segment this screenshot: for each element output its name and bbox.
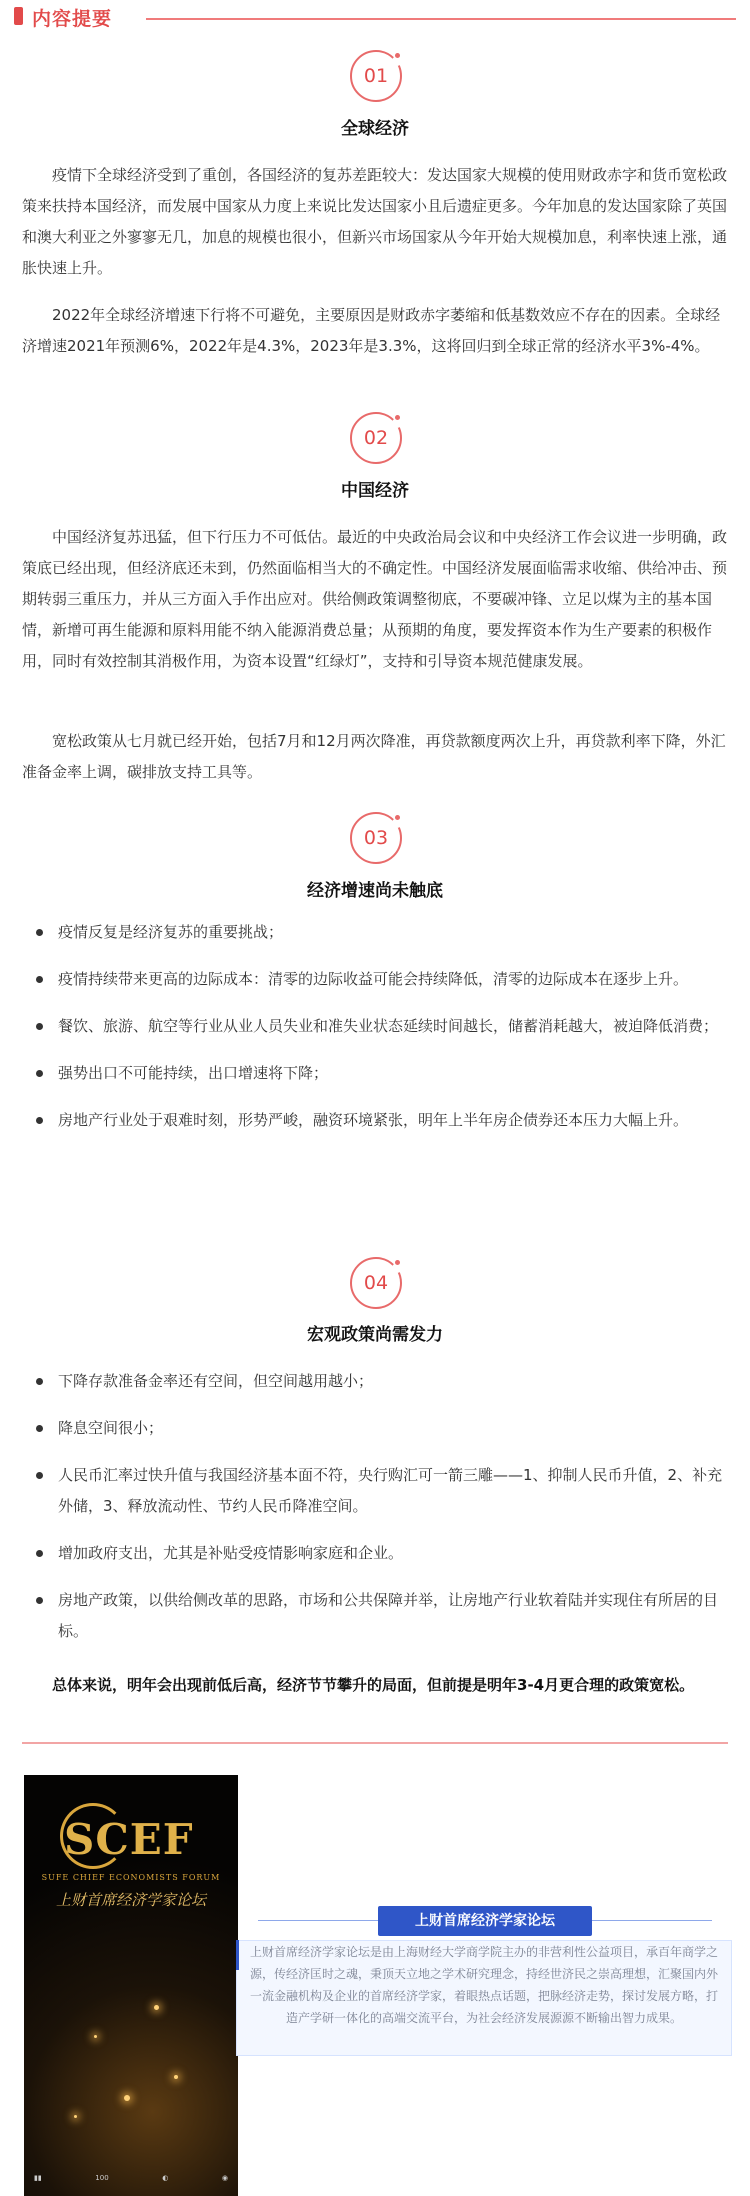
header-rule: [146, 18, 736, 20]
sparkle-icon: [74, 2115, 77, 2118]
sparkle-icon: [174, 2075, 178, 2079]
section-number-badge: [350, 812, 402, 864]
forum-poster-image: [24, 1775, 238, 2196]
list-item: 疫情反复是经济复苏的重要挑战；: [22, 917, 730, 948]
summary-paragraph: 总体来说，明年会出现前低后高，经济节节攀升的局面，但前提是明年3-4月更合理的政策宽松。: [52, 1676, 695, 1694]
ring-dot-icon: [392, 1263, 402, 1273]
bullet-list: [22, 917, 730, 1152]
list-item: 降息空间很小；: [22, 1413, 730, 1444]
list-item: 人民币汇率过快升值与我国经济基本面不符，央行购汇可一箭三雕——1、抑制人民币升值，2、补充外储，3、释放流动性、节约人民币降准空间。: [22, 1460, 730, 1522]
sponsor-logo-icon: ◐: [162, 2174, 169, 2182]
list-item: 增加政府支出，尤其是补贴受疫情影响家庭和企业。: [22, 1538, 730, 1569]
bookmark-flag-icon: [14, 7, 23, 25]
section-number: 03: [363, 827, 389, 849]
bullet-list: [22, 1366, 730, 1663]
list-item: 房地产政策，以供给侧改革的思路，市场和公共保障并举，让房地产行业软着陆并实现住有所居的目标。: [22, 1585, 730, 1647]
section-title: 宏观政策尚需发力: [307, 1325, 443, 1345]
section-title: 全球经济: [341, 119, 409, 139]
section-number: 01: [363, 65, 389, 87]
ring-dot-icon: [392, 818, 402, 828]
list-item: 疫情持续带来更高的边际成本：清零的边际收益可能会持续降低，清零的边际成本在逐步上升。: [22, 964, 730, 995]
forum-english-name: SUFE CHIEF ECONOMISTS FORUM: [41, 1873, 221, 1882]
sparkle-icon: [94, 2035, 97, 2038]
forum-logo: SCEF: [64, 1815, 194, 1864]
list-item: 餐饮、旅游、航空等行业从业人员失业和准失业状态延续时间越长，储蓄消耗越大，被迫降低消费；: [22, 1011, 730, 1042]
section-title: 经济增速尚未触底: [307, 881, 443, 901]
list-item: 房地产行业处于艰难时刻，形势严峻，融资环境紧张，明年上半年房企债券还本压力大幅上升。: [22, 1105, 730, 1136]
paragraph: 中国经济复苏迅猛，但下行压力不可低估。最近的中央政治局会议和中央经济工作会议进一步明确，政策底已经出现，但经济底还未到，仍然面临相当大的不确定性。中国经济发展面临需求收缩、供给冲击、预期转弱三重压力，并从三方面入手作出应对。供给侧政策调整彻底，不要碳冲锋、立足以煤为主的基本国情，新增可再生能源和原料用能不纳入能源消费总量；从预期的角度，要发挥资本作为生产要素的积极作用，同时有效控制其消极作用，为资本设置“红绿灯”，支持和引导资本规范健康发展。: [22, 528, 728, 670]
sparkle-icon: [154, 2005, 159, 2010]
section-title: 中国经济: [341, 481, 409, 501]
header-title: 内容提要: [32, 8, 113, 30]
section-number-badge: [350, 412, 402, 464]
paragraph: 疫情下全球经济受到了重创，各国经济的复苏差距较大：发达国家大规模的使用财政赤字和货币宽松政策来扶持本国经济，而发展中国家从力度上来说比发达国家小且后遗症更多。今年加息的发达国家除了英国和澳大利亚之外寥寥无几，加息的规模也很小，但新兴市场国家从今年开始大规模加息，利率快速上涨，通胀快速上升。: [22, 166, 728, 277]
forum-chinese-name: 上财首席经济学家论坛: [55, 1891, 206, 1909]
list-item: 下降存款准备金率还有空间，但空间越用越小；: [22, 1366, 730, 1397]
list-item: 强势出口不可能持续，出口增速将下降；: [22, 1058, 730, 1089]
divider: [22, 1742, 728, 1744]
paragraph: 2022年全球经济增速下行将不可避免，主要原因是财政赤字萎缩和低基数效应不存在的因素。全球经济增速2021年预测6%，2022年是4.3%，2023年是3.3%，这将回归到全球正常的经济水平3%-4%。: [22, 306, 721, 355]
centennial-mark: 100: [95, 2174, 109, 2182]
section-number: 02: [363, 427, 389, 449]
poster-footer: [34, 2174, 228, 2188]
paragraph: 宽松政策从七月就已经开始，包括7月和12月两次降准，再贷款额度两次上升，再贷款利率下降，外汇准备金率上调，碳排放支持工具等。: [22, 732, 726, 781]
section-number-badge: [350, 1257, 402, 1309]
section-header: [14, 4, 736, 34]
forum-badge: 上财首席经济学家论坛: [378, 1906, 592, 1936]
ring-dot-icon: [392, 56, 402, 66]
sponsor-logo-icon: ▮▮: [34, 2174, 42, 2182]
forum-description: 上财首席经济学家论坛是由上海财经大学商学院主办的非营利性公益项目，承百年商学之源，传经济匡时之魂，秉顶天立地之学术研究理念，持经世济民之崇高理想，汇聚国内外一流金融机构及企业的首席经济学家，着眼热点话题，把脉经济走势，探讨发展方略，打造产学研一体化的高端交流平台，为社会经济发展源源不断输出智力成果。: [249, 1945, 718, 2025]
section-number: 04: [363, 1272, 389, 1294]
sponsor-logo-icon: ◉: [221, 2174, 228, 2182]
ring-dot-icon: [392, 418, 402, 428]
sparkle-icon: [124, 2095, 130, 2101]
section-number-badge: [350, 50, 402, 102]
